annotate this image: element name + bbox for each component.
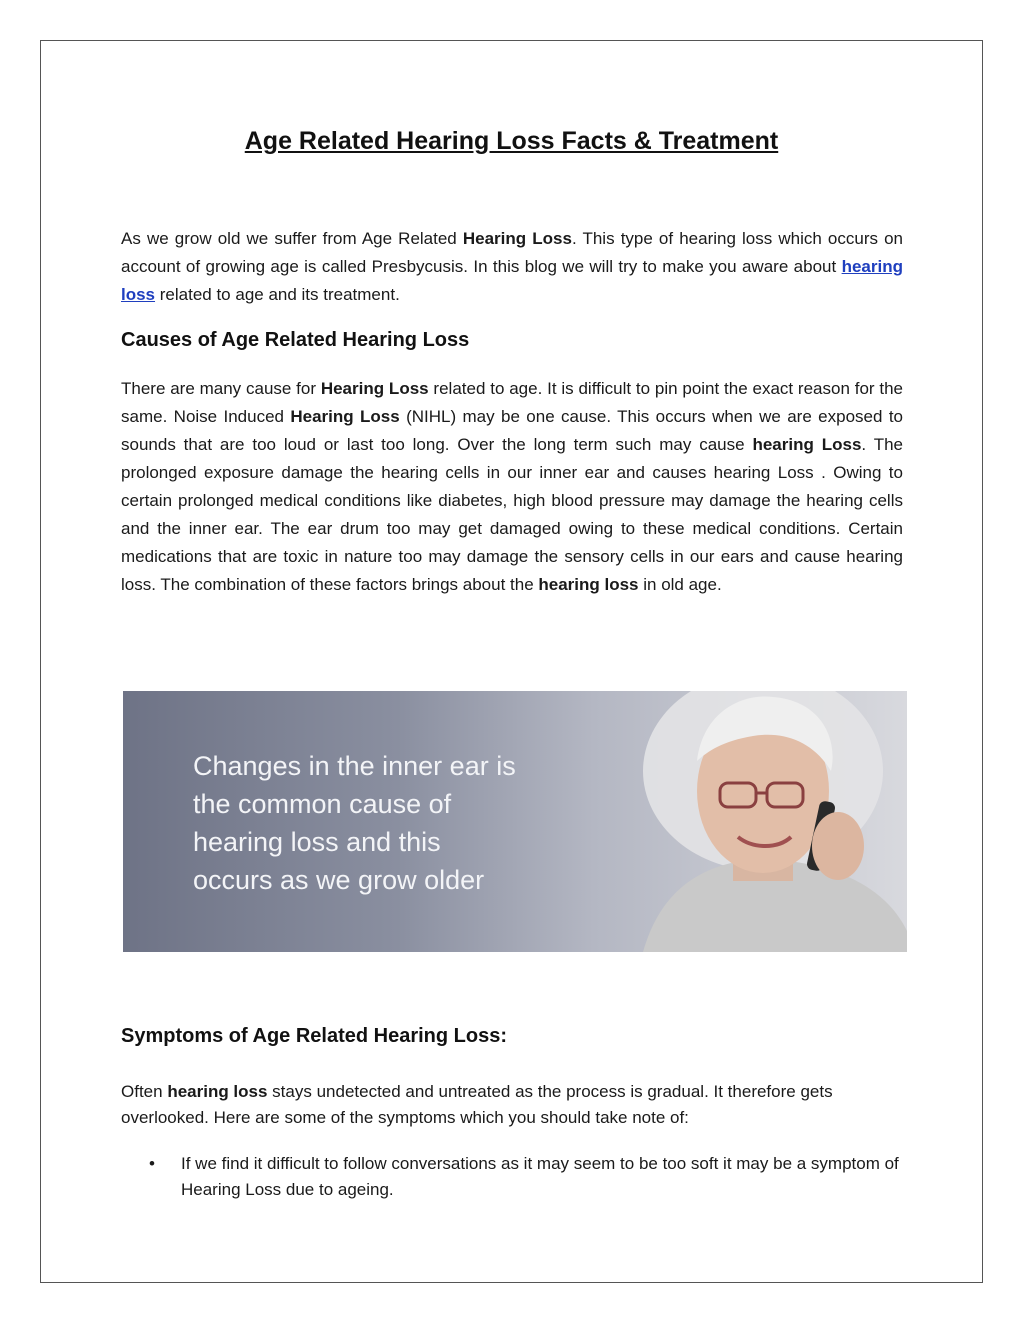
symptoms-list <box>121 1151 903 1203</box>
list-item <box>121 1151 903 1203</box>
document-page <box>40 40 983 1283</box>
intro-text-2: . This type of hearing loss which occurs on account of growing age is called Presbycusis. In this blog we will try to make you aware about <box>121 229 903 276</box>
causes-text-1: There are many cause for <box>121 379 321 398</box>
symptoms-heading: Symptoms of Age Related Hearing Loss: <box>121 1025 507 1047</box>
symptoms-paragraph <box>121 1079 903 1131</box>
causes-text-4: . The prolonged exposure damage the hearing cells in our inner ear and causes hearing Loss . Owing to certain prolonged medical conditions like diabetes, high blood pressure may damage the hearing cells and the inner ear. The ear drum too may get damaged owing to these medical conditions. Certain medications that are toxic in nature too may damage the sensory cells in our ears and cause hearing loss. The combination of these factors brings about the <box>121 435 903 594</box>
hearing-loss-link[interactable]: hearing loss <box>121 257 903 304</box>
causes-bold-1: Hearing Loss <box>320 379 429 398</box>
bullet-icon: • <box>149 1154 155 1173</box>
intro-text-3: related to age and its treatment. <box>155 285 400 304</box>
symptoms-text-2: stays undetected and untreated as the process is gradual. It therefore gets overlooked. Here are some of the symptoms which you should take note of: <box>121 1082 833 1127</box>
causes-paragraph <box>121 375 903 599</box>
causes-bold-3: hearing Loss <box>752 435 862 454</box>
intro-text-1: As we grow old we suffer from Age Related <box>121 229 463 248</box>
causes-heading: Causes of Age Related Hearing Loss <box>121 329 470 351</box>
symptoms-text-1: Often <box>121 1082 168 1101</box>
document-title: Age Related Hearing Loss Facts & Treatment <box>244 127 779 155</box>
causes-text-3: (NIHL) may be one cause. This occurs when we are exposed to sounds that are too loud or last too long. Over the long term such may cause <box>121 407 903 454</box>
causes-bold-4: hearing loss <box>538 575 639 594</box>
banner-caption: Changes in the inner ear is the common cause of hearing loss and this occurs as we grow older <box>193 751 516 895</box>
intro-paragraph <box>121 225 903 309</box>
causes-bold-2: Hearing Loss <box>290 407 400 426</box>
list-item-text: If we find it difficult to follow conversations as it may seem to be too soft it may be a symptom of Hearing Loss due to ageing. <box>181 1154 899 1199</box>
symptoms-bold-1: hearing loss <box>167 1082 268 1101</box>
intro-bold-1: Hearing Loss <box>462 229 572 248</box>
causes-text-2: related to age. It is difficult to pin point the exact reason for the same. Noise Induced <box>121 379 904 426</box>
causes-text-5: in old age. <box>638 575 722 594</box>
hearing-loss-banner-image <box>123 691 907 952</box>
